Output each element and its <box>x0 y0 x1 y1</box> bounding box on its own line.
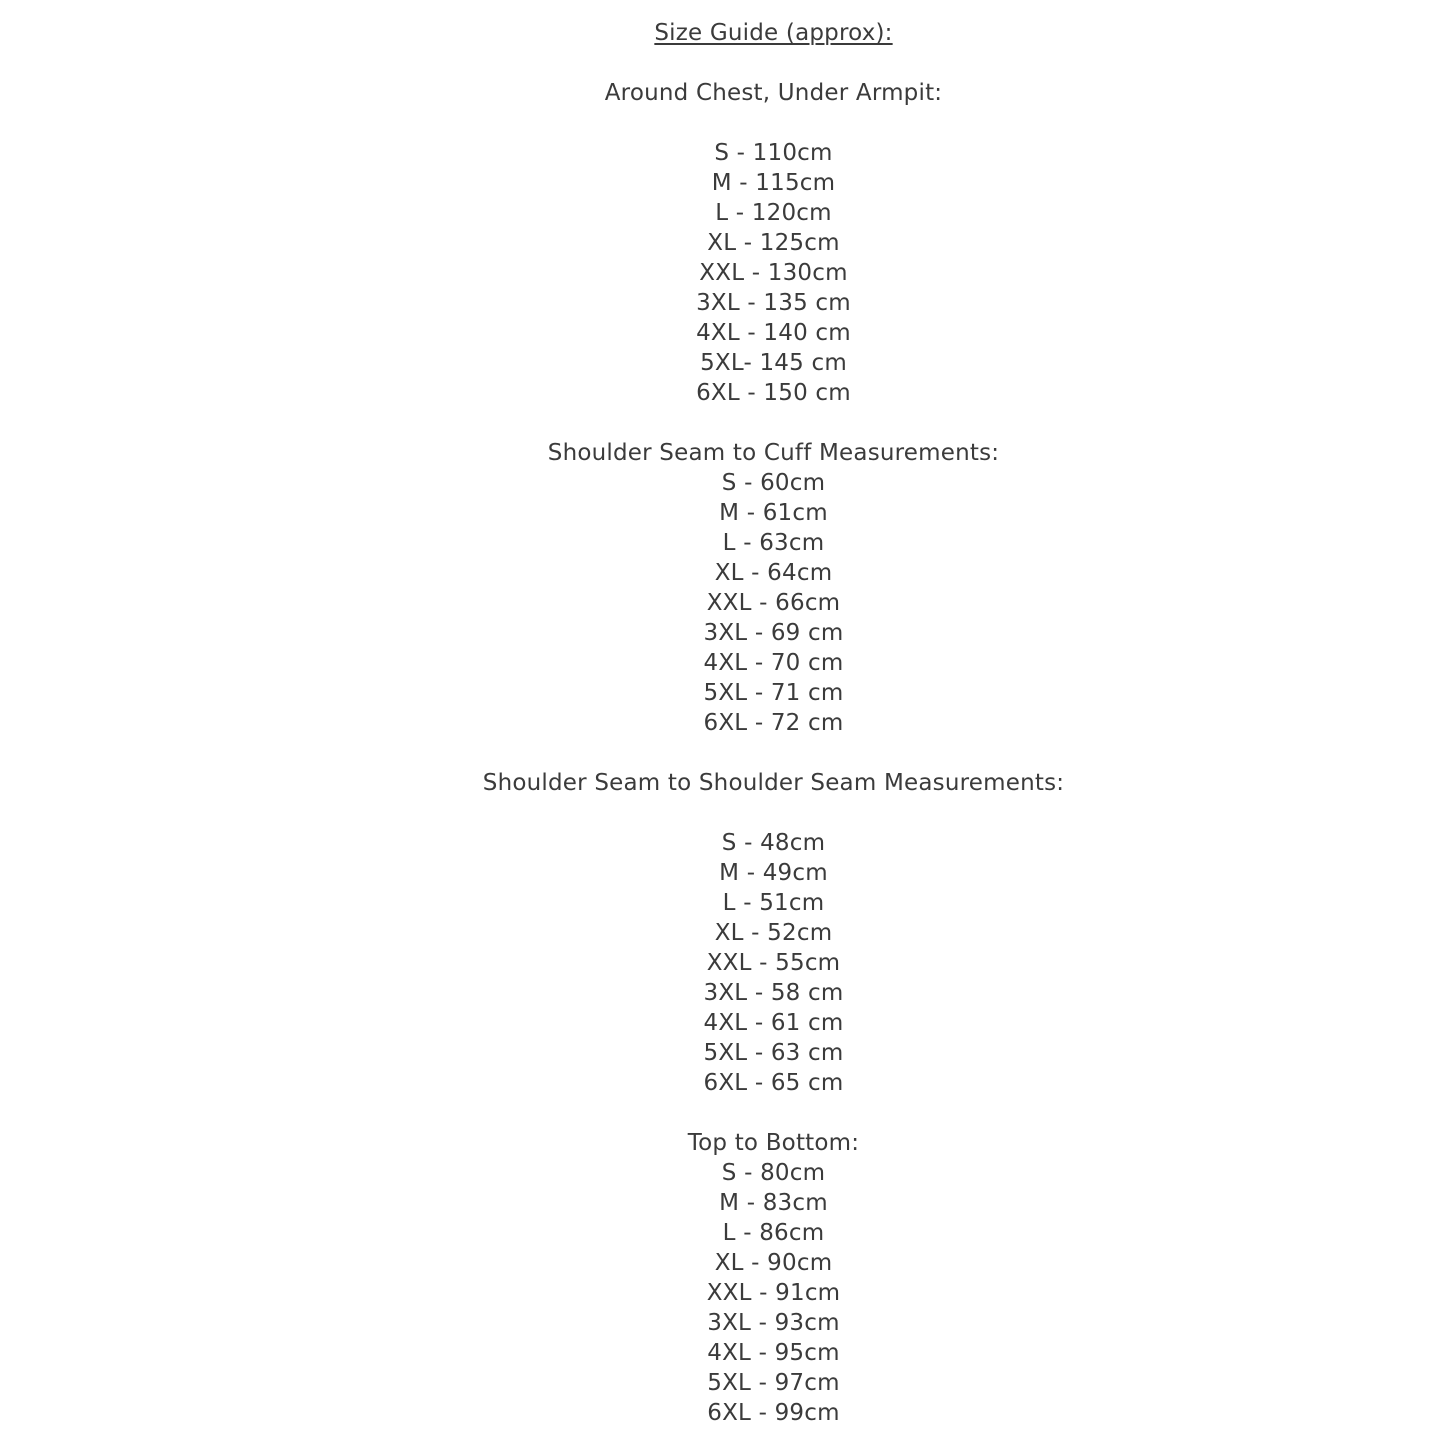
size-row: XXL - 55cm <box>706 950 841 976</box>
size-row: M - 49cm <box>719 860 828 886</box>
blank-line <box>102 108 1445 138</box>
size-row: S - 48cm <box>721 830 826 856</box>
size-row: 5XL - 63 cm <box>703 1040 844 1066</box>
size-row: XL - 125cm <box>707 230 840 256</box>
size-row: XXL - 66cm <box>706 590 841 616</box>
size-row: 5XL - 71 cm <box>703 680 844 706</box>
size-row: 4XL - 70 cm <box>703 650 844 676</box>
section-heading: Top to Bottom: <box>687 1130 860 1156</box>
size-row: 6XL - 99cm <box>707 1400 840 1426</box>
blank-line <box>102 48 1445 78</box>
blank-line <box>102 798 1445 828</box>
size-row: M - 83cm <box>719 1190 828 1216</box>
sections-container <box>102 48 1445 1428</box>
size-row: L - 51cm <box>722 890 825 916</box>
size-row: 6XL - 72 cm <box>703 710 844 736</box>
blank-line <box>102 1098 1445 1128</box>
size-row: XXL - 91cm <box>706 1280 841 1306</box>
size-row: S - 60cm <box>721 470 826 496</box>
size-row: XL - 64cm <box>714 560 833 586</box>
page-title: Size Guide (approx): <box>654 20 893 46</box>
section-heading: Around Chest, Under Armpit: <box>604 80 943 106</box>
section-heading: Shoulder Seam to Shoulder Seam Measurements: <box>482 770 1065 796</box>
blank-line <box>102 738 1445 768</box>
size-row: 4XL - 95cm <box>707 1340 840 1366</box>
size-row: 6XL - 65 cm <box>703 1070 844 1096</box>
size-row: L - 120cm <box>715 200 832 226</box>
size-row: 3XL - 135 cm <box>696 290 851 316</box>
size-row: S - 110cm <box>714 140 833 166</box>
size-row: XXL - 130cm <box>699 260 848 286</box>
size-row: 3XL - 58 cm <box>703 980 844 1006</box>
size-row: 5XL- 145 cm <box>700 350 847 376</box>
size-row: 4XL - 140 cm <box>696 320 851 346</box>
size-row: 6XL - 150 cm <box>696 380 851 406</box>
size-row: M - 61cm <box>719 500 828 526</box>
size-row: S - 80cm <box>721 1160 826 1186</box>
size-row: 5XL - 97cm <box>707 1370 840 1396</box>
size-row: XL - 90cm <box>714 1250 833 1276</box>
size-row: M - 115cm <box>711 170 836 196</box>
size-row: L - 86cm <box>722 1220 825 1246</box>
blank-line <box>102 408 1445 438</box>
section-heading: Shoulder Seam to Cuff Measurements: <box>547 440 1000 466</box>
size-row: XL - 52cm <box>714 920 833 946</box>
size-row: 4XL - 61 cm <box>703 1010 844 1036</box>
size-row: L - 63cm <box>722 530 825 556</box>
size-row: 3XL - 69 cm <box>703 620 844 646</box>
size-row: 3XL - 93cm <box>707 1310 840 1336</box>
